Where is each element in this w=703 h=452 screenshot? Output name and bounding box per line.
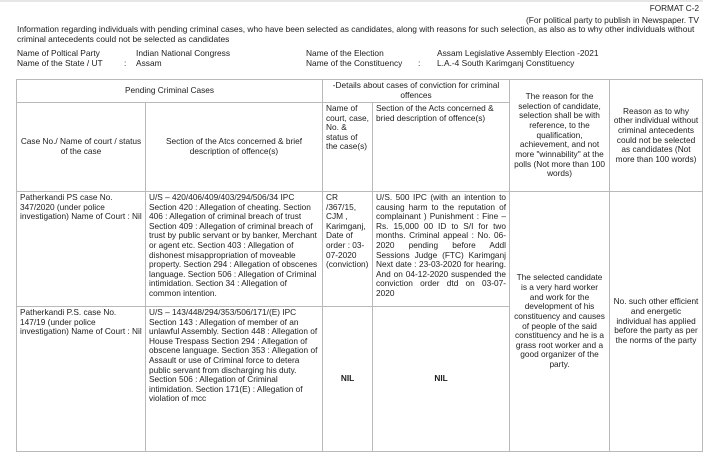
header-case-no: Case No./ Name of court / status of the case (17, 103, 146, 192)
constituency-value: L.A.-4 South Karimganj Constituency (437, 58, 575, 68)
party-value: Indian National Congress (136, 48, 231, 58)
publish-note: (For political party to publish in Newspaper. TV (525, 15, 699, 25)
reason-text: The selected candidate is a very hard worker and work for the development of his constituency and causes of people of the said constituency and he is a grass root worker and a good organizer of the party. (510, 192, 610, 452)
row2-conv-sections: NIL (373, 307, 510, 452)
header-conv-sections: Section of the Acts concerned & bried description of offence(s) (373, 103, 510, 192)
format-label: FORMAT C-2 (649, 4, 699, 13)
group-header-pending: Pending Criminal Cases (17, 80, 323, 103)
state-value: Assam (136, 58, 162, 68)
why-other-text: No. such other efficient and energetic individual has applied before the party as per the norms of the party (610, 192, 703, 452)
row2-conv-case: NIL (323, 307, 373, 452)
election-value: Assam Legislative Assembly Election -2021 (437, 48, 599, 58)
constituency-colon: : (418, 58, 421, 68)
party-label: Name of Poltical Party (17, 48, 100, 58)
row1-conv-case: CR /367/15, CJM , Karimganj, Date of order : 03-07-2020 (conviction) (323, 192, 373, 307)
row2-sections: U/S – 143/448/294/353/506/171/(E) IPC Section 143 : Allegation of member of an unlawful Assembly. Section 448 : Allegation of House Trespass Section 294 : Allegation of obscene language. Section 353 : Allegation of Assault or use of Criminal force to detera public servant from discharging his duty. Section 506 : Allegation of Criminal intimidation. Section 171(E) : Allegation of violation of mcc (146, 307, 323, 452)
election-label: Name of the Election (306, 48, 384, 58)
row1-case-no: Patherkandi PS case No. 347/2020 (under police investigation) Name of Court : Nil (17, 192, 146, 307)
group-header-conviction: -Details about cases of conviction for criminal offences (323, 80, 510, 103)
header-reason: The reason for the selection of candidate, selection shall be with reference, to the qualification, achievement, and not more "winnability" at the polls (Not more than 100 words) (510, 80, 610, 192)
row2-case-no: Patherkandi P.S. case No. 147/19 (under police investigation) Name of Court : Nil (17, 307, 146, 452)
row1-conv-sections: U/S. 500 IPC (with an intention to causing harm to the reputation of complainant ) Punishment : Fine –Rs. 15,000 00 ID to S/I for two months. Criminal appeal : No. 06-2020 pending before Addl Sessions Judge (FTC) Karimganj Next date : 23-03-2020 for hearing. And on 04-12-2020 suspended the conviction order dtd on 03-07- 2020 (373, 192, 510, 307)
header-conv-case: Name of court, case, No. & status of the case(s) (323, 103, 373, 192)
header-why-other: Reason as to why other individual without criminal antecedents could not be selected as candidates (Not more than 100 words) (610, 80, 703, 192)
intro-text: Information regarding individuals with pending criminal cases, who have been selected as candidates, along with reasons for such selection, as also as to why other individuals without criminal antecedents could not be selected as candidates (17, 24, 695, 44)
criminal-cases-table (16, 79, 703, 452)
constituency-label: Name of the Constituency (306, 58, 403, 68)
header-sections: Section of the Atcs concerned & brief description of offence(s) (146, 103, 323, 192)
state-label: Name of the State / UT (17, 58, 103, 68)
top-frame-edge (0, 0, 703, 2)
table-row (17, 192, 703, 307)
state-colon: : (124, 58, 127, 68)
row1-sections: U/S – 420/406/409/403/294/506/34 IPC Section 420 : Allegation of cheating. Section 406 : Allegation of criminal breach of trust Section 409 : Allegation of criminal breach of trust by public servant or by banker, Merchant or agent etc. Section 403 : Allegation of dishonest misappropriation of moveable property. Section 294 : Allegation of obscenes language. Section 506 : Allegation of Criminal intimidation. Section 34 : Allegation of common intention. (146, 192, 323, 307)
